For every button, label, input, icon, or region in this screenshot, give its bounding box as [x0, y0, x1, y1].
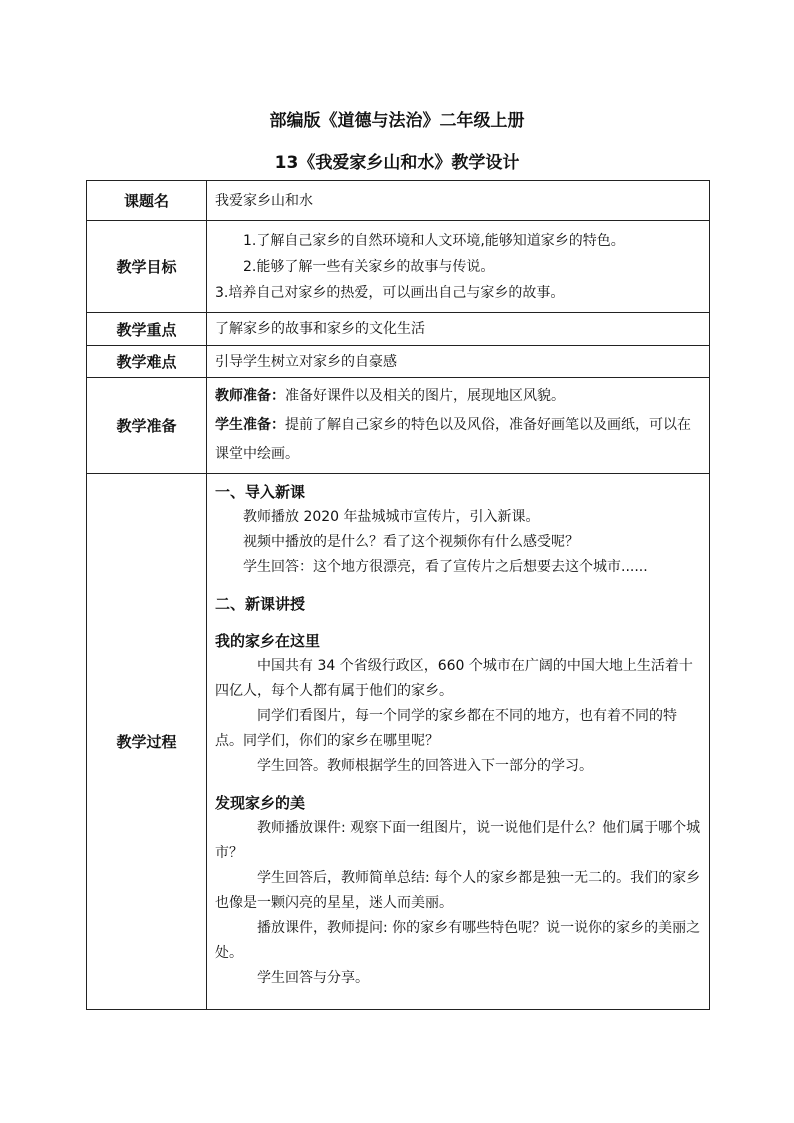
goals-value	[207, 221, 710, 313]
process-value	[207, 474, 710, 1010]
document-subtitle: 13《我爱家乡山和水》教学设计	[274, 153, 520, 173]
paragraph: 视频中播放的是什么？看了这个视频你有什么感受呢？	[243, 534, 579, 550]
row-key	[87, 313, 710, 346]
difficulty-label: 教学难点	[87, 346, 207, 378]
goal-item: 3.培养自己对家乡的热爱，可以画出自己与家乡的故事。	[215, 284, 565, 301]
subsection-heading: 发现家乡的美	[215, 794, 306, 812]
paragraph: 教师播放课件: 观察下面一组图片，说一说他们是什么？他们属于哪个城市？	[215, 820, 701, 861]
topic-label: 课题名	[87, 181, 207, 221]
paragraph: 同学们看图片，每一个同学的家乡都在不同的地方，也有着不同的特点。同学们，你们的家乡在哪里呢？	[215, 708, 677, 749]
teacher-prep-text: 准备好课件以及相关的图片，展现地区风貌。	[285, 388, 565, 404]
row-prep	[87, 378, 710, 474]
goal-item: 1.了解自己家乡的自然环境和人文环境,能够知道家乡的特色。	[243, 232, 625, 249]
goals-label: 教学目标	[87, 221, 207, 313]
row-topic	[87, 181, 710, 221]
teacher-prep-label: 教师准备：	[215, 388, 285, 404]
goal-item: 2.能够了解一些有关家乡的故事与传说。	[243, 258, 495, 275]
topic-value: 我爱家乡山和水	[207, 181, 710, 221]
row-goals	[87, 221, 710, 313]
row-process	[87, 474, 710, 1010]
student-prep-text: 提前了解自己家乡的特色以及风俗，准备好画笔以及画纸，可以在课堂中绘画。	[215, 417, 691, 462]
paragraph: 学生回答。教师根据学生的回答进入下一部分的学习。	[257, 758, 593, 774]
document-title: 部编版《道德与法治》二年级上册	[269, 111, 525, 131]
process-label: 教学过程	[87, 474, 207, 1010]
paragraph: 播放课件，教师提问: 你的家乡有哪些特色呢？说一说你的家乡的美丽之处。	[215, 920, 701, 961]
student-prep-label: 学生准备：	[215, 417, 285, 433]
lesson-plan-table	[86, 180, 710, 1010]
prep-value	[207, 378, 710, 474]
row-difficulty	[87, 346, 710, 378]
key-label: 教学重点	[87, 313, 207, 346]
paragraph: 教师播放 2020 年盐城城市宣传片，引入新课。	[243, 509, 540, 525]
paragraph: 学生回答后，教师简单总结: 每个人的家乡都是独一无二的。我们的家乡也像是一颗闪亮的星星，迷人而美丽。	[215, 870, 701, 911]
key-value: 了解家乡的故事和家乡的文化生活	[207, 313, 710, 346]
section-heading: 二、新课讲授	[215, 595, 306, 613]
difficulty-value: 引导学生树立对家乡的自豪感	[207, 346, 710, 378]
paragraph: 中国共有 34 个省级行政区，660 个城市在广阔的中国大地上生活着十四亿人，每个人都有属于他们的家乡。	[215, 658, 693, 699]
subsection-heading: 我的家乡在这里	[215, 632, 321, 650]
paragraph: 学生回答与分享。	[257, 970, 369, 986]
section-heading: 一、导入新课	[215, 483, 306, 501]
prep-label: 教学准备	[87, 378, 207, 474]
paragraph: 学生回答：这个地方很漂亮，看了宣传片之后想要去这个城市......	[243, 559, 648, 575]
